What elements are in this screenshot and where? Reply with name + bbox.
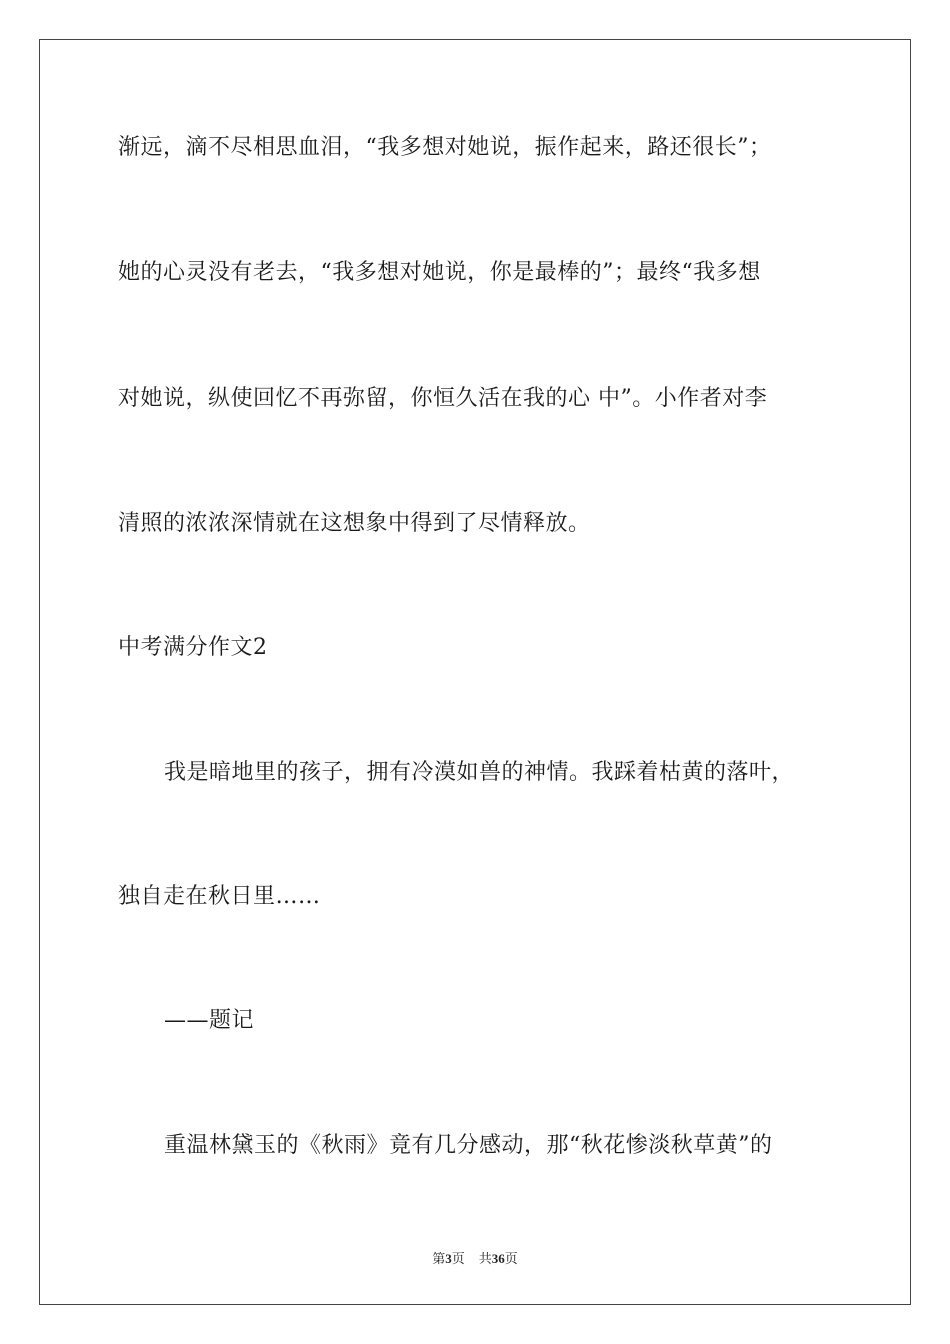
text-line: 重温林黛玉的《秋雨》竟有几分感动，那“秋花惨淡秋草黄”的 (164, 1133, 773, 1158)
text-line: 对她说，纵使回忆不再弥留，你恒久活在我的心 中”。小作者对李 (118, 386, 768, 411)
section-heading: 中考满分作文2 (118, 635, 268, 660)
text-line: 我是暗地里的孩子，拥有冷漠如兽的神情。我踩着枯黄的落叶， (164, 760, 795, 785)
text-line: 清照的浓浓深情就在这想象中得到了尽情释放。 (118, 511, 591, 536)
text-line: 渐远，滴不尽相思血泪，“我多想对她说，振作起来，路还很长”； (118, 135, 772, 160)
page-suffix: 页 (451, 1251, 465, 1266)
page-number: 3 (445, 1251, 452, 1266)
total-prefix: 共 (478, 1251, 492, 1266)
total-suffix: 页 (504, 1251, 518, 1266)
page-footer (0, 1248, 950, 1267)
page-prefix: 第 (432, 1251, 446, 1266)
text-line: 独自走在秋日里…… (118, 884, 321, 909)
total-pages: 36 (491, 1251, 505, 1266)
epigraph-attribution: ——题记 (164, 1008, 255, 1033)
text-line: 她的心灵没有老去，“我多想对她说，你是最棒的”；最终“我多想 (118, 260, 761, 285)
page-border (39, 39, 911, 1305)
